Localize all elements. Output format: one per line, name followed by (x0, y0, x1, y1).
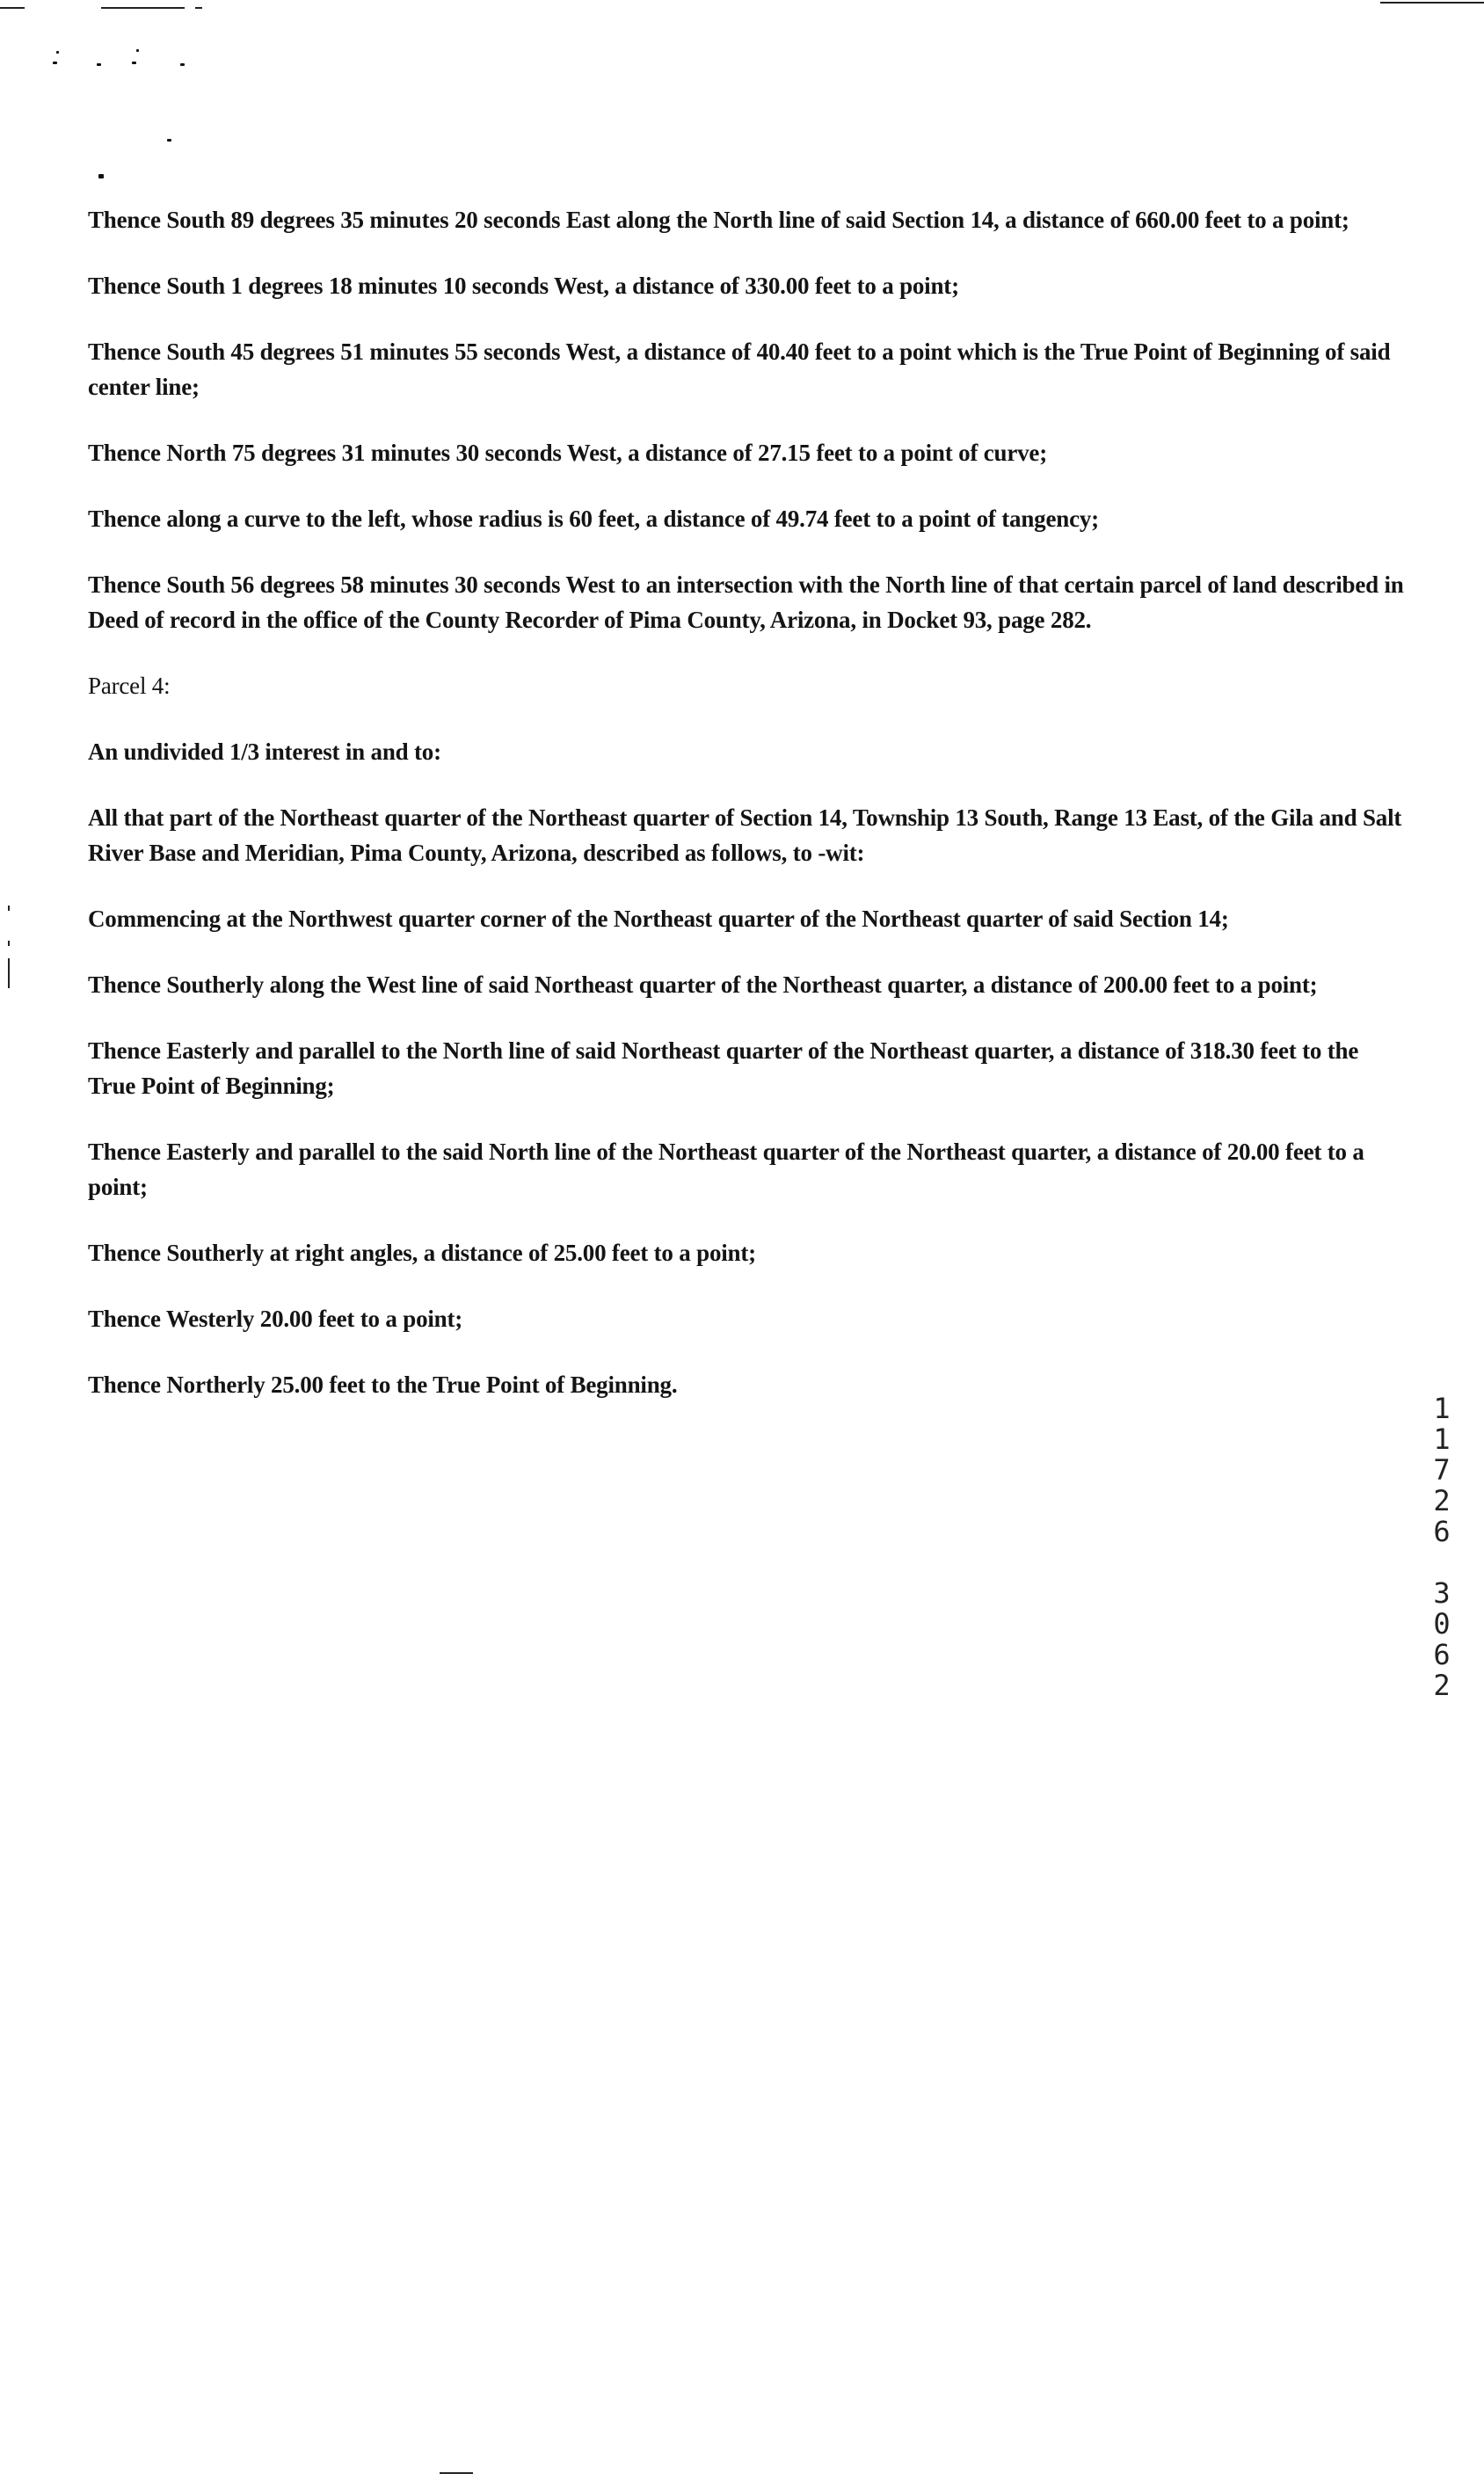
paragraph: All that part of the Northeast quarter of the Northeast quarter of Section 14, Township 13 South, Range 13 East, of the Gila and Salt River Base and Meridian, Pima County, Arizona, described as follows, to -wit: (88, 804, 1402, 866)
paragraph: Thence Southerly along the West line of said Northeast quarter of the Northeast quarter, a distance of 200.00 feet to a point; (88, 971, 1318, 998)
legal-description (88, 202, 1407, 1433)
doc-number-digit: 1 (1433, 1392, 1451, 1425)
paragraph: Thence South 1 degrees 18 minutes 10 seconds West, a distance of 330.00 feet to a point; (88, 273, 959, 299)
scan-artifact-top-rule-tail (195, 7, 202, 9)
doc-number-gap (1424, 1547, 1459, 1578)
doc-number-digit: 3 (1433, 1576, 1451, 1610)
doc-number-digit: 1 (1433, 1422, 1451, 1456)
doc-number-digit: 2 (1433, 1484, 1451, 1517)
section-heading: Parcel 4: (88, 673, 171, 699)
paragraph: Thence along a curve to the left, whose radius is 60 feet, a distance of 49.74 feet to a point of tangency; (88, 506, 1099, 532)
paragraph: Thence South 56 degrees 58 minutes 30 seconds West to an intersection with the North line of that certain parcel of land described in Deed of record in the office of the County Recorder of Pima County, Arizona, in Docket 93, page 282. (88, 571, 1404, 633)
paragraph: An undivided 1/3 interest in and to: (88, 738, 441, 765)
scan-speck (53, 62, 57, 64)
paragraph: Thence Easterly and parallel to the said North line of the Northeast quarter of the Northeast quarter, a distance of 20.00 feet to a point; (88, 1139, 1364, 1200)
scan-speck (98, 174, 104, 178)
paragraph: Thence Easterly and parallel to the North line of said Northeast quarter of the Northeast quarter, a distance of 318.30 feet to the True Point of Beginning; (88, 1037, 1359, 1099)
scan-artifact-top-left-line (0, 7, 25, 9)
doc-number-digit: 6 (1433, 1515, 1451, 1548)
paragraph: Thence South 89 degrees 35 minutes 20 seconds East along the North line of said Section 14, a distance of 660.00 feet to a point; (88, 207, 1349, 233)
paragraph: Commencing at the Northwest quarter corner of the Northeast quarter of the Northeast quarter of said Section 14; (88, 906, 1229, 932)
scan-speck (180, 63, 185, 66)
scan-artifact-top-rule (101, 7, 185, 9)
scan-speck (97, 63, 101, 66)
paragraph: Thence Northerly 25.00 feet to the True Point of Beginning. (88, 1371, 678, 1398)
doc-number-digit: 0 (1433, 1607, 1451, 1641)
scan-artifact-left-margin-dot (8, 941, 10, 946)
paragraph: Thence Westerly 20.00 feet to a point; (88, 1306, 463, 1332)
doc-number-digit: 2 (1433, 1669, 1451, 1702)
scan-speck (167, 139, 171, 142)
document-number-stamp (1424, 1393, 1459, 1701)
scan-artifact-left-margin-dot (8, 906, 10, 911)
paragraph: Thence South 45 degrees 51 minutes 55 seconds West, a distance of 40.40 feet to a point which is the True Point of Beginning of said center line; (88, 338, 1391, 400)
scan-speck (132, 62, 136, 64)
doc-number-digit: 6 (1433, 1638, 1451, 1671)
scan-artifact-bottom-mark (440, 2472, 473, 2474)
scan-speck (136, 49, 139, 52)
paragraph: Thence North 75 degrees 31 minutes 30 seconds West, a distance of 27.15 feet to a point of curve; (88, 440, 1047, 466)
scan-artifact-left-margin-mark (8, 958, 10, 988)
paragraph: Thence Southerly at right angles, a distance of 25.00 feet to a point; (88, 1240, 756, 1266)
scan-artifact-top-right-rule (1380, 2, 1484, 4)
scan-speck (56, 51, 59, 54)
doc-number-digit: 7 (1433, 1453, 1451, 1487)
